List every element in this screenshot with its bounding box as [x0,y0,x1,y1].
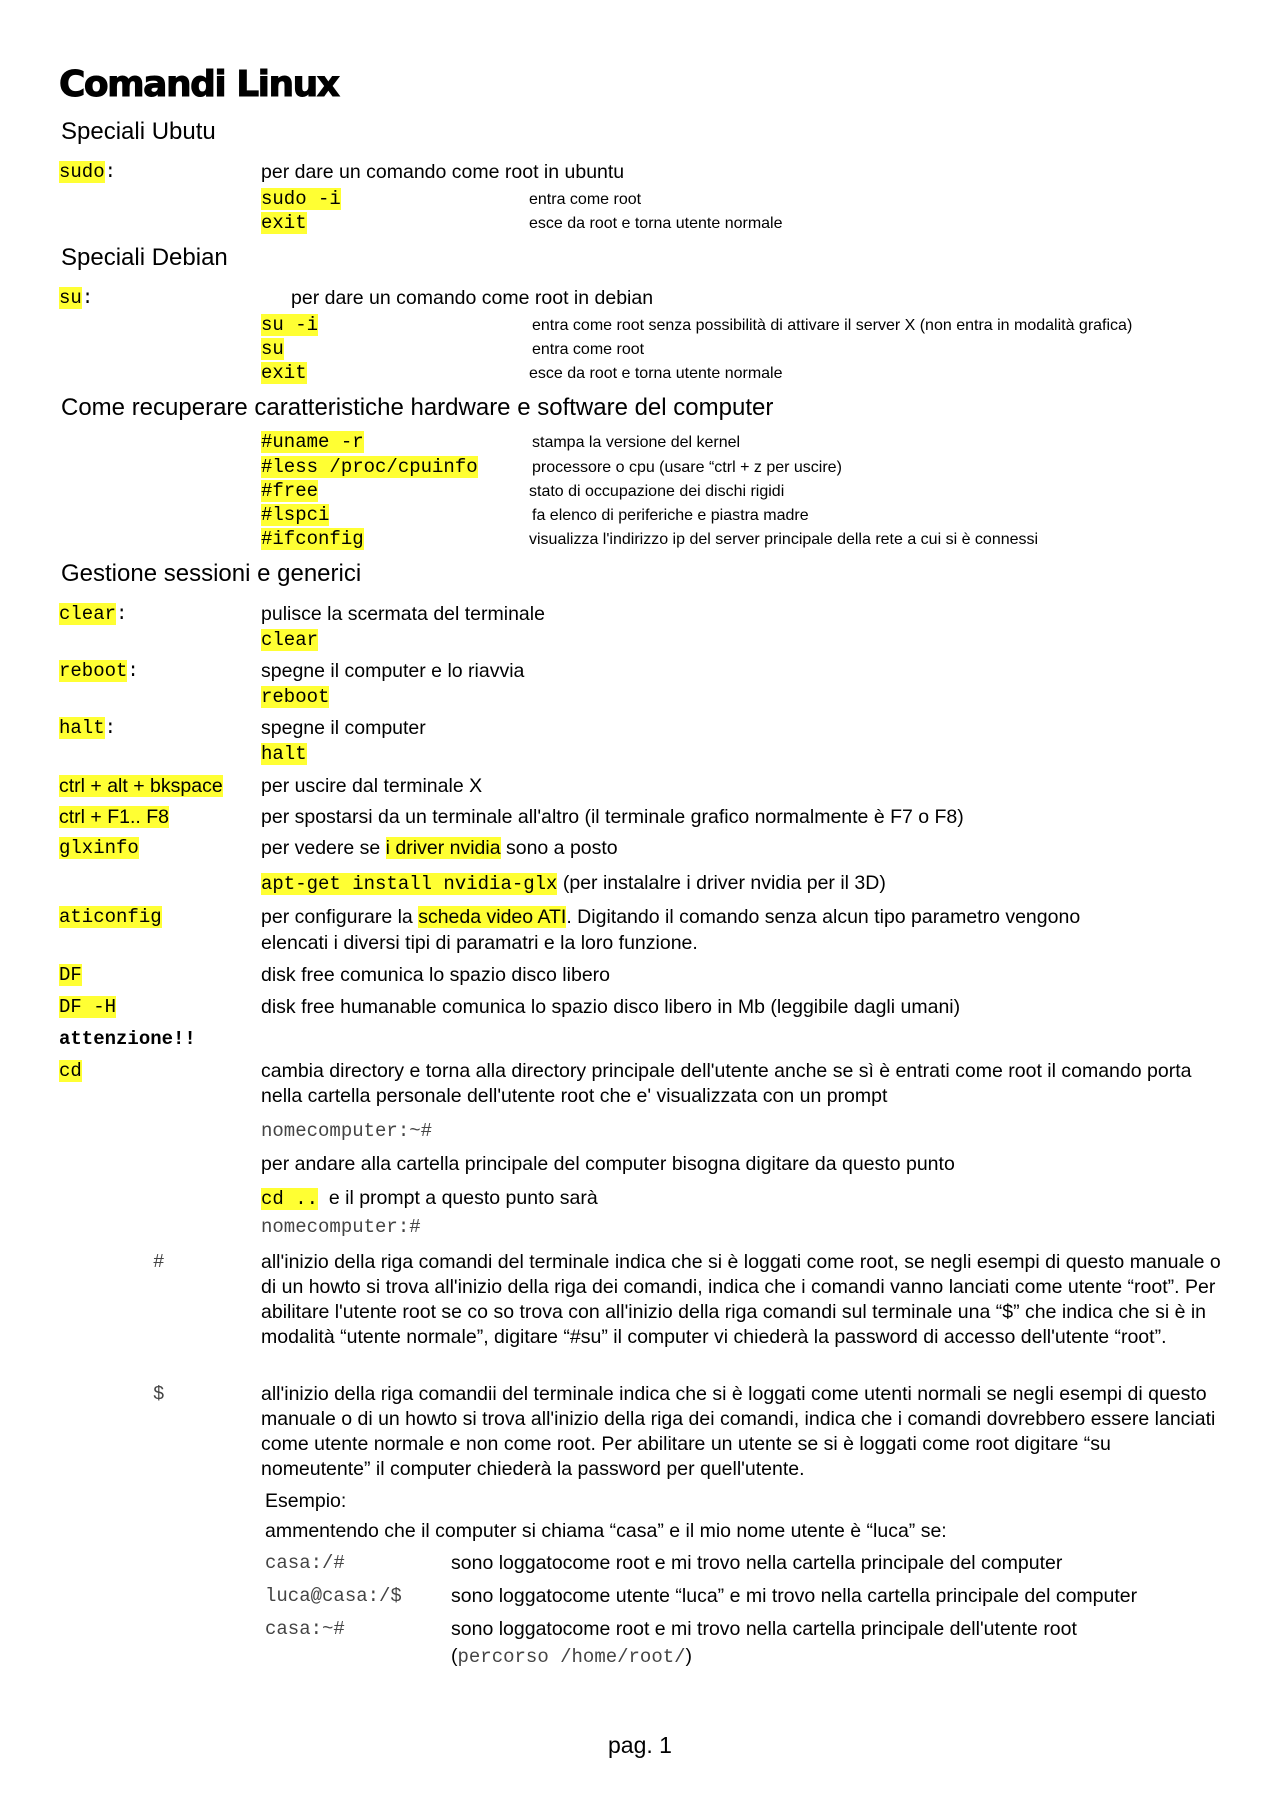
aptget-description: (per instalalre i driver nvidia per il 3D) [562,872,886,894]
hash-symbol: # [153,1251,165,1273]
esempio-label: Esempio: [265,1490,347,1512]
ati-desc-post: . Digitando il comando senza alcun tipo parametro vengono [566,906,1081,928]
halt-description: spegne il computer [261,717,426,739]
cd-command: cd [59,1060,82,1082]
dfh-description: disk free humanable comunica lo spazio disco libero in Mb (leggibile dagli umani) [261,996,961,1018]
percorso-open-paren: ( [451,1645,458,1667]
cd-description: cambia directory e torna alla directory principale dell'utente anche se sì è entrati come root il comando porta nella cartella personale dell'utente root che e' visualizzata con un prompt [261,1060,1192,1107]
hardware-row [0,527,1280,553]
example-row [0,1584,1280,1610]
debian-exit-command: exit [261,362,307,384]
hardware-description: fa elenco di periferiche e piastra madre [532,507,809,524]
cd-dotdot-row [0,1186,1280,1212]
su-row: su: per dare un comando come root in debian [59,287,654,309]
ubuntu-exit-description: esce da root e torna utente normale [529,215,783,232]
su-plain-command: su [261,338,284,360]
ati-desc-highlight: scheda video ATI [418,906,567,928]
debian-exit-row [0,361,1280,387]
ctrl-alt-row [0,774,1280,800]
section-debian-heading: Speciali Debian [61,244,228,271]
esempio-row [0,1489,1280,1515]
su-i-row [0,313,1280,339]
example-description: sono loggatocome root e mi trovo nella cartella principale del computer [451,1552,1063,1574]
cd-desc2-row [0,1152,1280,1178]
glxinfo-desc-post: sono a posto [505,837,618,859]
prompt-root-dir: nomecomputer:# [261,1216,421,1238]
section-sessions-heading: Gestione sessioni e generici [61,560,362,587]
esempio-description: ammentendo che il computer si chiama “casa” e il mio nome utente è “luca” se: [265,1520,947,1542]
sudo-i-command: sudo -i [261,188,341,210]
cd-dotdot-description: e il prompt a questo punto sarà [328,1187,598,1209]
cd-dotdot-command: cd .. [261,1188,319,1210]
ctrl-f-row [0,805,1280,831]
glxinfo-row [0,836,1280,862]
halt-row: halt: spegne il computer [59,717,426,739]
attention-label: attenzione!! [59,1028,196,1050]
percorso-path: percorso /home/root/ [457,1646,686,1668]
halt-command: halt [59,717,105,739]
hardware-description: processore o cpu (usare “ctrl + z per uscire) [532,459,842,476]
su-i-description: entra come root senza possibilità di attivare il server X (non entra in modalità grafica) [532,317,1133,334]
page-title: Comandi Linux [59,64,339,105]
aticonfig-command: aticonfig [59,906,162,928]
glxinfo-desc-pre: per vedere se [261,837,381,859]
aptget-command: apt-get install nvidia-glx [261,873,558,895]
dollar-symbol: $ [153,1383,165,1405]
clear-command: clear [59,603,117,625]
dfh-row [0,995,1280,1021]
esempio-desc-row [0,1519,1280,1545]
df-command: DF [59,964,82,986]
df-row [0,963,1280,989]
debian-exit-description: esce da root e torna utente normale [529,365,783,382]
dfh-command: DF -H [59,996,117,1018]
clear-example-row [0,628,1280,654]
example-row [0,1551,1280,1577]
hash-description: all'inizio della riga comandi del terminale indica che si è loggati come root, se negli esempi di questo manuale o di un howto si trova all'inizio della riga dei comandi, indica che i comandi vanno lanciati come utente “root”. Per abilitare l'utente root se co so trova con all'inizio della riga comandi sul terminale una “$” che indica che si è in modalità “utente normale”, digitare “#su” il computer vi chiederà la password di accesso dell'utente “root”. [261,1251,1221,1348]
sudo-i-row [0,187,1280,213]
halt-example: halt [261,743,307,765]
glxinfo-desc-highlight: i driver nvidia [385,837,501,859]
hardware-description: stato di occupazione dei dischi rigidi [529,483,785,500]
clear-row: clear: pulisce la scermata del terminale [59,603,545,625]
hardware-row [0,430,1280,456]
ctrl-alt-bkspace-key: ctrl + alt + bkspace [59,775,223,797]
glxinfo-command: glxinfo [59,837,139,859]
reboot-example: reboot [261,686,330,708]
ubuntu-exit-command: exit [261,212,307,234]
aticonfig-row [0,905,1280,957]
su-i-command: su -i [261,314,319,336]
ati-desc-line2: elencati i diversi tipi di paramatri e la loro funzione. [261,932,698,954]
percorso-close-paren: ) [685,1645,693,1667]
aptget-row [0,871,1280,897]
df-description: disk free comunica lo spazio disco libero [261,964,611,986]
su-description: per dare un comando come root in debian [291,287,654,309]
example-prompt: casa:~# [265,1618,345,1640]
sudo-description: per dare un comando come root in ubuntu [261,161,625,183]
halt-example-row [0,742,1280,768]
su-plain-description: entra come root [532,341,645,358]
hardware-command: #ifconfig [261,528,364,550]
prompt2-row [0,1215,1280,1241]
sudo-row: sudo: per dare un comando come root in ubuntu [59,161,625,183]
example-description: sono loggatocome root e mi trovo nella cartella principale dell'utente root [451,1618,1077,1640]
cd-description-2: per andare alla cartella principale del computer bisogna digitare da questo punto [261,1153,955,1175]
hardware-command: #less /proc/cpuinfo [261,456,478,478]
ati-desc-pre: per configurare la [261,906,413,928]
dollar-description: all'inizio della riga comandii del terminale indica che si è loggati come utenti normali se negli esempi di questo manuale o di un howto si trova all'inizio della riga dei comandi, indica che i comandi dovrebbero essere lanciati come utente normale e non come root. Per abilitare un utente se si è loggati come root digitare “su nomeutente” il computer chiederà la password per quell'utente. [261,1383,1216,1480]
hardware-row [0,503,1280,529]
prompt1-row [0,1119,1280,1145]
page-number: pag. 1 [608,1732,672,1758]
prompt-home-root: nomecomputer:~# [261,1120,433,1142]
example-prompt: casa:/# [265,1552,345,1574]
percorso-row [0,1644,1280,1670]
ctrl-alt-description: per uscire dal terminale X [261,775,483,797]
hardware-row [0,455,1280,481]
ctrl-f-description: per spostarsi da un terminale all'altro (il terminale grafico normalmente è F7 o F8) [261,806,964,828]
sudo-command: sudo [59,161,105,183]
hardware-description: stampa la versione del kernel [532,434,741,451]
reboot-example-row [0,685,1280,711]
hardware-command: #uname -r [261,431,364,453]
reboot-description: spegne il computer e lo riavvia [261,660,525,682]
su-plain-row [0,337,1280,363]
ubuntu-exit-row [0,211,1280,237]
hardware-command: #free [261,480,319,502]
example-row [0,1617,1280,1643]
hardware-row [0,479,1280,505]
attention-row [0,1027,1280,1053]
reboot-row: reboot: spegne il computer e lo riavvia [59,660,525,682]
section-hardware-heading: Come recuperare caratteristiche hardware e software del computer [61,394,774,421]
sudo-i-description: entra come root [529,191,642,208]
hardware-description: visualizza l'indirizzo ip del server principale della rete a cui si è connessi [529,531,1039,548]
ctrl-f-key: ctrl + F1.. F8 [59,806,169,828]
section-ubuntu-heading: Speciali Ubutu [61,118,216,145]
reboot-command: reboot [59,660,128,682]
example-prompt: luca@casa:/$ [265,1585,402,1607]
su-command: su [59,287,82,309]
hardware-command: #lspci [261,504,330,526]
example-description: sono loggatocome utente “luca” e mi trovo nella cartella principale del computer [451,1585,1138,1607]
clear-description: pulisce la scermata del terminale [261,603,545,625]
clear-example: clear [261,629,319,651]
